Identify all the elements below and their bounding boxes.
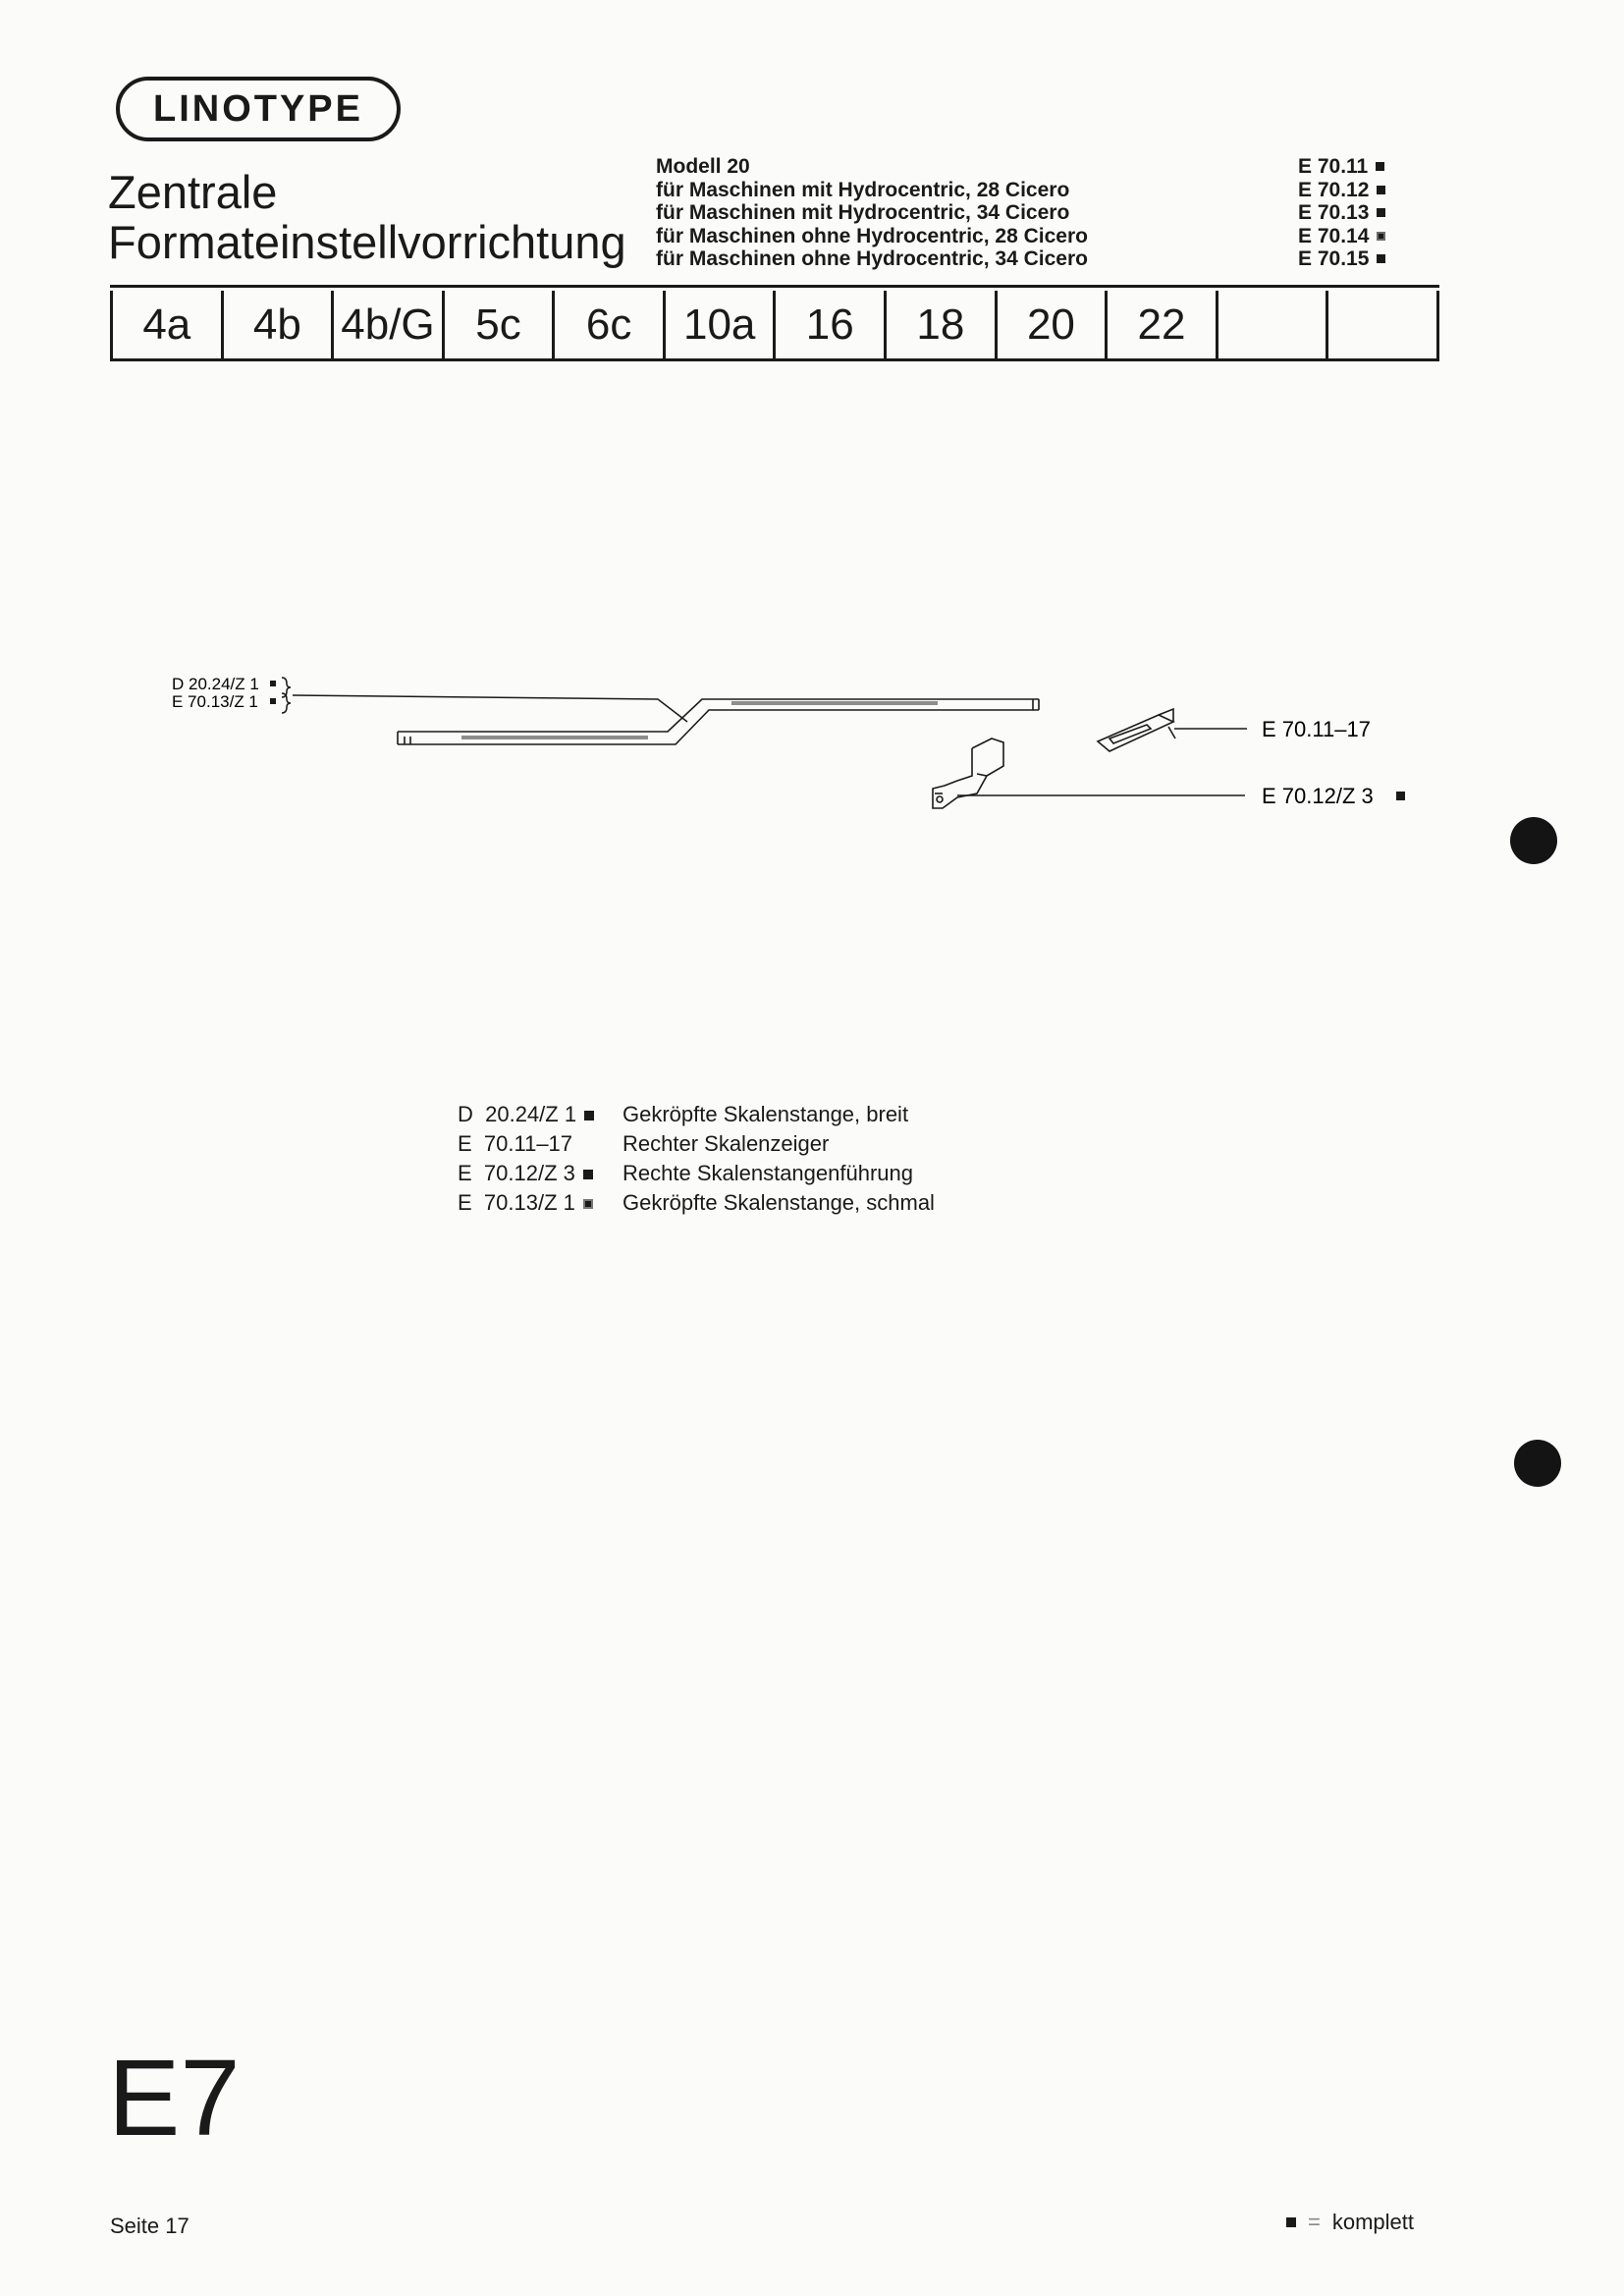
partial-square-icon [583, 1199, 593, 1209]
model-line: für Maschinen mit Hydrocentric, 34 Cicero [656, 201, 1070, 224]
tab-box: 4b [224, 291, 335, 358]
model-line: für Maschinen ohne Hydrocentric, 34 Cicero [656, 247, 1088, 270]
model-code: E 70.11 [1298, 155, 1369, 178]
legend-code: E 70.11–17 [458, 1131, 573, 1156]
callout-e7012: E 70.12/Z 3 [1262, 784, 1374, 808]
punch-hole [1514, 1440, 1561, 1487]
legend-code: E 70.12/Z 3 [458, 1161, 575, 1185]
legend-row [458, 1159, 935, 1188]
parts-legend [458, 1100, 935, 1218]
tab-box: 6c [555, 291, 666, 358]
filled-square-icon [584, 1111, 594, 1121]
key-legend [1286, 2210, 1414, 2235]
tab-box: 16 [776, 291, 887, 358]
page-number: Seite 17 [110, 2214, 189, 2238]
equals-sign: = [1308, 2210, 1321, 2234]
legend-desc: Rechte Skalenstangenführung [623, 1161, 913, 1185]
legend-desc: Gekröpfte Skalenstange, breit [623, 1102, 909, 1126]
logo-text: LINOTYPE [152, 87, 364, 130]
legend-code: E 70.13/Z 1 [458, 1190, 575, 1215]
tab-box: 20 [998, 291, 1109, 358]
tab-box: 10a [666, 291, 777, 358]
filled-square-icon [1396, 792, 1405, 800]
legend-row [458, 1100, 935, 1129]
filled-square-icon [1286, 2217, 1296, 2227]
legend-row [458, 1129, 935, 1159]
filled-square-icon [270, 698, 276, 704]
title-line-1: Zentrale [108, 166, 278, 218]
key-label: komplett [1331, 2210, 1415, 2234]
tab-box: 5c [445, 291, 556, 358]
brace-icon [282, 678, 291, 697]
callout-d2024: D 20.24/Z 1 [172, 675, 259, 693]
tab-box: 22 [1108, 291, 1218, 358]
tab-box: 4b/G [334, 291, 445, 358]
tab-box: 18 [887, 291, 998, 358]
section-code: E7 [108, 2038, 241, 2159]
model-code: E 70.13 [1298, 201, 1370, 224]
model-line: Modell 20 [656, 155, 750, 178]
tab-box: 4a [113, 291, 224, 358]
title-line-2: Formateinstellvorrichtung [108, 216, 626, 268]
callout-e7011: E 70.11–17 [1262, 717, 1371, 741]
model-line: für Maschinen mit Hydrocentric, 28 Cicero [656, 178, 1070, 201]
model-code: E 70.12 [1298, 178, 1370, 201]
filled-square-icon [270, 681, 276, 686]
right-pointer-part [1098, 709, 1175, 751]
legend-desc: Gekröpfte Skalenstange, schmal [623, 1190, 935, 1215]
legend-desc: Rechter Skalenzeiger [623, 1131, 830, 1156]
model-line: für Maschinen ohne Hydrocentric, 28 Cicero [656, 224, 1088, 247]
guide-bracket-part [933, 738, 1003, 808]
leader-line [293, 695, 687, 722]
filled-square-icon [583, 1170, 593, 1179]
parts-drawing [0, 0, 1624, 982]
model-code: E 70.14 [1298, 224, 1370, 247]
legend-code: D 20.24/Z 1 [458, 1102, 577, 1126]
model-code: E 70.15 [1298, 247, 1370, 270]
brace-icon [282, 693, 291, 713]
punch-hole [1510, 817, 1557, 864]
callout-e7013: E 70.13/Z 1 [172, 692, 258, 711]
legend-row [458, 1188, 935, 1218]
